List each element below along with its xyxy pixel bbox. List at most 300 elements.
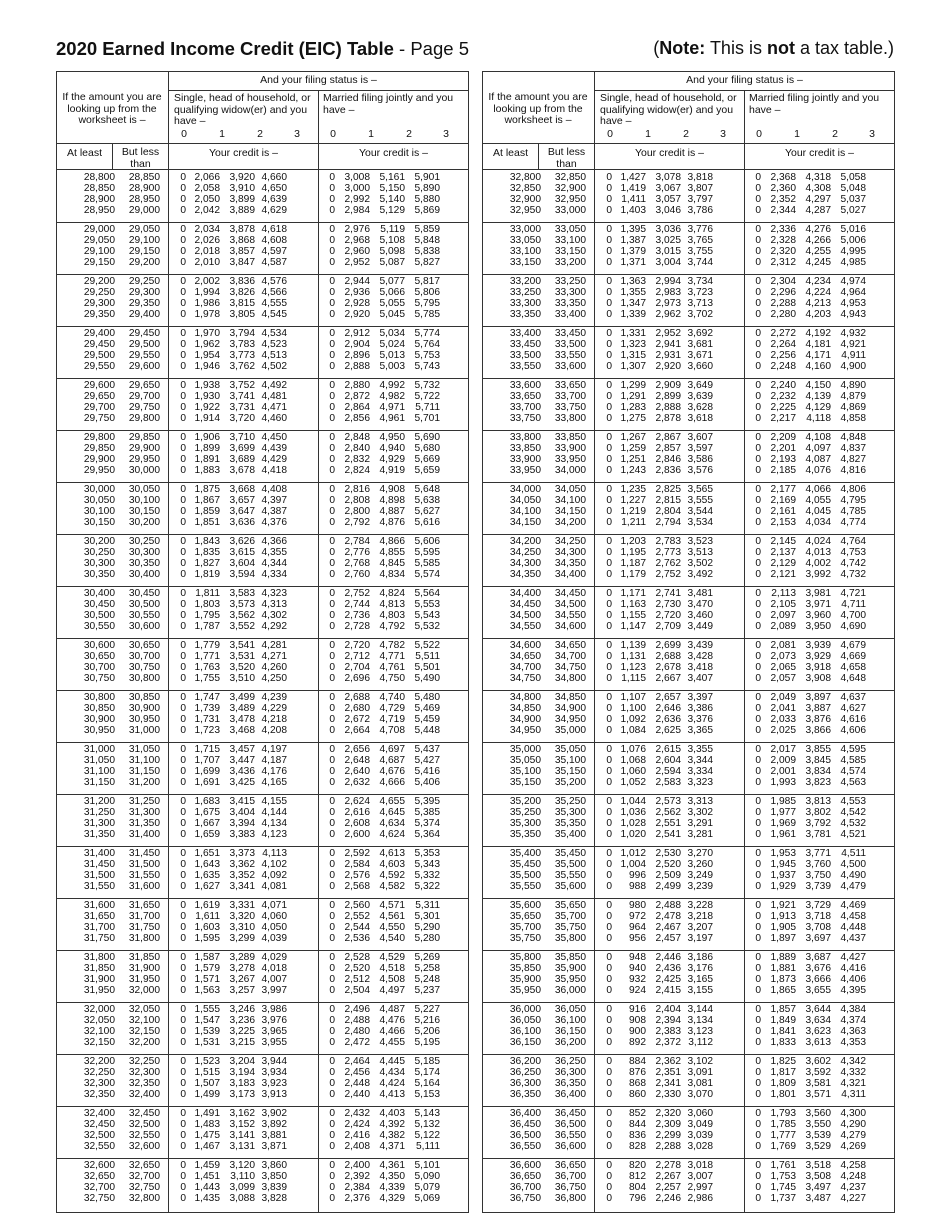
table-row: [483, 964, 894, 974]
table-cell: 4,971: [379, 402, 405, 413]
table-cell: 4,676: [379, 766, 405, 777]
table-cell: 0: [755, 662, 761, 673]
table-cell: 3,678: [229, 465, 255, 476]
table-cell: 35,300: [509, 818, 541, 829]
table-cell: 4,985: [840, 257, 866, 268]
table-cell: 1,627: [194, 881, 220, 892]
table-cell: 4,239: [261, 692, 287, 703]
table-row: [483, 797, 894, 807]
table-cell: 4,237: [840, 1182, 866, 1193]
table-cell: 0: [180, 1056, 186, 1067]
table-cell: 4,406: [840, 974, 866, 985]
row-group: [57, 953, 468, 997]
table-cell: 4,218: [261, 714, 287, 725]
row-group: [483, 589, 894, 633]
table-row: [483, 351, 894, 361]
table-cell: 31,800: [128, 933, 160, 944]
table-cell: 0: [329, 1056, 335, 1067]
table-row: [57, 381, 468, 391]
table-cell: 3,523: [687, 536, 713, 547]
table-cell: 0: [180, 536, 186, 547]
table-cell: 1,777: [770, 1130, 796, 1141]
table-row: [483, 277, 894, 287]
table-cell: 0: [606, 599, 612, 610]
table-cell: 5,016: [840, 224, 866, 235]
table-cell: 5,406: [414, 777, 440, 788]
table-cell: 3,008: [344, 172, 370, 183]
table-cell: 2,066: [194, 172, 220, 183]
table-cell: 0: [329, 517, 335, 528]
table-cell: 4,066: [805, 484, 831, 495]
table-cell: 1,779: [194, 640, 220, 651]
table-cell: 4,342: [840, 1056, 866, 1067]
table-cell: 1,857: [770, 1004, 796, 1015]
table-cell: 0: [606, 777, 612, 788]
table-cell: 3,428: [687, 651, 713, 662]
table-cell: 3,110: [230, 1171, 255, 1182]
table-cell: 0: [606, 276, 612, 287]
table-cell: 31,950: [83, 985, 115, 996]
table-cell: 35,100: [554, 755, 586, 766]
table-cell: 29,750: [83, 413, 115, 424]
group-divider: [483, 222, 894, 223]
table-cell: 3,460: [687, 610, 713, 621]
table-cell: 33,000: [509, 224, 541, 235]
table-cell: 2,709: [655, 621, 681, 632]
table-cell: 5,108: [379, 235, 405, 246]
group-divider: [483, 898, 894, 899]
credit-heading: Your credit is –: [358, 147, 429, 159]
table-cell: 5,522: [414, 640, 440, 651]
table-cell: 0: [606, 443, 612, 454]
table-cell: 36,500: [509, 1130, 541, 1141]
table-cell: 0: [329, 807, 335, 818]
table-cell: 3,923: [261, 1078, 287, 1089]
table-cell: 3,289: [229, 952, 255, 963]
table-cell: 29,800: [83, 432, 115, 443]
table-cell: 0: [755, 1171, 761, 1182]
table-cell: 3,000: [344, 183, 370, 194]
table-cell: 32,850: [554, 172, 586, 183]
table-cell: 3,615: [229, 547, 255, 558]
row-group: [57, 329, 468, 373]
group-divider: [57, 690, 468, 691]
table-cell: 31,900: [83, 974, 115, 985]
table-cell: 5,077: [379, 276, 405, 287]
table-cell: 0: [755, 517, 761, 528]
row-group: [57, 485, 468, 529]
table-cell: 3,741: [229, 391, 255, 402]
table-cell: 0: [755, 1004, 761, 1015]
table-cell: 3,487: [805, 1193, 831, 1204]
table-cell: 4,639: [261, 194, 287, 205]
table-cell: 1,707: [194, 755, 220, 766]
table-cell: 30,850: [128, 692, 160, 703]
table-cell: 0: [606, 673, 612, 684]
table-cell: 4,297: [805, 194, 831, 205]
table-cell: 3,228: [687, 900, 713, 911]
table-cell: 3,887: [805, 703, 831, 714]
table-cell: 36,800: [554, 1193, 586, 1204]
table-cell: 30,300: [128, 547, 160, 558]
table-cell: 3,765: [687, 235, 713, 246]
table-row: [57, 518, 468, 528]
table-cell: 0: [329, 640, 335, 651]
table-cell: 4,181: [805, 339, 831, 350]
table-cell: 4,911: [841, 350, 866, 361]
table-cell: 4,097: [805, 443, 831, 454]
table-cell: 1,745: [770, 1182, 796, 1193]
table-cell: 4,553: [840, 796, 866, 807]
table-cell: 0: [755, 1141, 761, 1152]
table-cell: 36,300: [554, 1067, 586, 1078]
table-cell: 0: [329, 673, 335, 684]
table-cell: 36,100: [554, 1015, 586, 1026]
table-cell: 0: [180, 432, 186, 443]
table-cell: 0: [606, 974, 612, 985]
table-cell: 4,481: [261, 391, 287, 402]
table-row: [483, 745, 894, 755]
table-cell: 35,200: [554, 777, 586, 788]
table-cell: 0: [329, 744, 335, 755]
table-cell: 0: [180, 1089, 186, 1100]
table-cell: 33,550: [554, 350, 586, 361]
table-cell: 0: [755, 870, 761, 881]
table-cell: 29,700: [83, 402, 115, 413]
table-cell: 1,499: [194, 1089, 220, 1100]
table-cell: 1,363: [620, 276, 646, 287]
table-cell: 2,256: [770, 350, 796, 361]
table-cell: 29,050: [83, 235, 115, 246]
table-cell: 31,250: [83, 807, 115, 818]
table-cell: 1,891: [194, 454, 220, 465]
table-cell: 31,850: [83, 963, 115, 974]
table-cell: 1,459: [194, 1160, 220, 1171]
table-cell: 0: [755, 1130, 761, 1141]
table-cell: 4,687: [379, 755, 405, 766]
table-cell: 0: [329, 276, 335, 287]
table-cell: 1,044: [620, 796, 646, 807]
table-row: [483, 1038, 894, 1048]
table-cell: 29,750: [128, 402, 160, 413]
table-cell: 4,276: [805, 224, 831, 235]
children-count-label: 2: [683, 128, 689, 140]
table-cell: 34,150: [509, 517, 541, 528]
table-cell: 35,000: [554, 725, 586, 736]
table-row: [57, 600, 468, 610]
table-cell: 0: [180, 777, 186, 788]
table-cell: 31,350: [128, 818, 160, 829]
table-cell: 0: [755, 796, 761, 807]
table-cell: 1,667: [194, 818, 220, 829]
table-cell: 3,976: [261, 1015, 287, 1026]
table-cell: 0: [180, 933, 186, 944]
table-cell: 4,002: [805, 558, 831, 569]
table-cell: 29,850: [128, 432, 160, 443]
table-cell: 2,848: [344, 432, 370, 443]
table-cell: 4,771: [379, 651, 405, 662]
table-cell: 4,550: [379, 922, 405, 933]
table-cell: 5,448: [414, 725, 440, 736]
table-row: [57, 1142, 468, 1152]
table-cell: 2,720: [655, 610, 681, 621]
table-cell: 0: [180, 963, 186, 974]
table-cell: 30,800: [128, 673, 160, 684]
table-cell: 29,100: [128, 235, 160, 246]
table-cell: 1,259: [620, 443, 646, 454]
table-cell: 1,131: [620, 651, 646, 662]
table-row: [57, 548, 468, 558]
table-cell: 1,251: [620, 454, 646, 465]
table-cell: 5,322: [414, 881, 440, 892]
table-cell: 1,978: [194, 309, 220, 320]
table-cell: 3,046: [655, 205, 681, 216]
table-cell: 1,619: [194, 900, 220, 911]
table-cell: 4,624: [379, 829, 405, 840]
table-cell: 3,039: [687, 1130, 713, 1141]
table-cell: 30,600: [128, 621, 160, 632]
table-cell: 2,560: [344, 900, 370, 911]
table-cell: 0: [606, 1160, 612, 1171]
table-cell: 31,550: [83, 881, 115, 892]
group-divider: [57, 326, 468, 327]
table-row: [57, 652, 468, 662]
table-cell: 5,027: [840, 205, 866, 216]
table-cell: 28,900: [128, 183, 160, 194]
table-row: [57, 414, 468, 424]
table-cell: 3,847: [229, 257, 255, 268]
table-cell: 4,529: [379, 952, 405, 963]
table-row: [483, 258, 894, 268]
table-cell: 3,739: [805, 881, 831, 892]
table-row: [57, 715, 468, 725]
table-cell: 29,050: [128, 224, 160, 235]
table-cell: 4,113: [262, 848, 287, 859]
table-cell: 3,257: [229, 985, 255, 996]
table-cell: 4,118: [806, 413, 831, 424]
table-cell: 5,269: [414, 952, 440, 963]
table-cell: 1,235: [620, 484, 646, 495]
table-row: [483, 496, 894, 506]
table-cell: 1,825: [770, 1056, 796, 1067]
table-cell: 836: [629, 1130, 646, 1141]
table-cell: 30,450: [128, 588, 160, 599]
table-cell: 3,099: [229, 1182, 255, 1193]
table-cell: 2,472: [344, 1037, 370, 1048]
table-cell: 34,900: [509, 714, 541, 725]
table-cell: 3,762: [229, 361, 255, 372]
table-cell: 5,195: [414, 1037, 440, 1048]
table-cell: 4,487: [379, 1004, 405, 1015]
divider: [57, 143, 468, 144]
table-cell: 35,800: [554, 933, 586, 944]
group-divider: [483, 1002, 894, 1003]
table-cell: 4,479: [840, 881, 866, 892]
table-cell: 4,245: [805, 257, 831, 268]
table-cell: 1,179: [620, 569, 646, 580]
table-cell: 3,981: [805, 588, 831, 599]
table-cell: 956: [629, 933, 646, 944]
table-cell: 0: [180, 484, 186, 495]
table-cell: 4,995: [840, 246, 866, 257]
table-cell: 35,950: [509, 985, 541, 996]
table-row: [483, 819, 894, 829]
table-cell: 0: [755, 1078, 761, 1089]
table-cell: 828: [629, 1141, 646, 1152]
table-cell: 0: [329, 985, 335, 996]
table-cell: 1,849: [770, 1015, 796, 1026]
table-cell: 32,550: [128, 1130, 160, 1141]
table-cell: 0: [329, 1067, 335, 1078]
table-cell: 5,732: [414, 380, 440, 391]
table-cell: 2,010: [194, 257, 220, 268]
table-cell: 0: [606, 183, 612, 194]
table-cell: 5,185: [414, 1056, 440, 1067]
table-cell: 3,344: [687, 755, 713, 766]
table-cell: 2,836: [655, 465, 681, 476]
table-cell: 0: [755, 536, 761, 547]
table-cell: 33,100: [509, 246, 541, 257]
table-cell: 3,007: [687, 1171, 713, 1182]
table-cell: 1,155: [620, 610, 646, 621]
table-cell: 0: [755, 881, 761, 892]
table-cell: 4,561: [379, 911, 405, 922]
table-cell: 34,100: [509, 506, 541, 517]
table-cell: 31,000: [128, 725, 160, 736]
table-cell: 2,424: [344, 1119, 370, 1130]
table-cell: 2,857: [655, 443, 681, 454]
table-cell: 2,984: [344, 205, 370, 216]
table-cell: 0: [180, 257, 186, 268]
table-cell: 3,850: [261, 1171, 287, 1182]
table-row: [483, 1161, 894, 1171]
table-cell: 0: [180, 744, 186, 755]
table-cell: 0: [755, 172, 761, 183]
table-cell: 1,507: [194, 1078, 220, 1089]
table-row: [483, 1027, 894, 1037]
table-cell: 33,600: [554, 361, 586, 372]
table-cell: 2,784: [344, 536, 370, 547]
table-cell: 2,600: [344, 829, 370, 840]
table-cell: 0: [606, 588, 612, 599]
table-cell: 2,312: [770, 257, 796, 268]
table-cell: 1,451: [194, 1171, 220, 1182]
table-cell: 3,036: [655, 224, 681, 235]
table-cell: 4,845: [379, 558, 405, 569]
table-cell: 36,200: [509, 1056, 541, 1067]
group-divider: [57, 1002, 468, 1003]
children-count-label: 1: [794, 128, 800, 140]
table-cell: 4,434: [379, 1067, 405, 1078]
table-cell: 33,300: [509, 298, 541, 309]
table-cell: 1,731: [194, 714, 220, 725]
table-cell: 3,668: [229, 484, 255, 495]
table-cell: 1,929: [770, 881, 796, 892]
table-cell: 1,787: [194, 621, 220, 632]
table-cell: 32,300: [83, 1078, 115, 1089]
table-cell: 4,729: [379, 703, 405, 714]
table-cell: 4,269: [840, 1141, 866, 1152]
table-cell: 0: [329, 1182, 335, 1193]
table-cell: 33,350: [509, 309, 541, 320]
table-cell: 4,532: [840, 818, 866, 829]
table-cell: 1,427: [620, 172, 646, 183]
table-cell: 31,900: [128, 963, 160, 974]
table-cell: 4,292: [261, 621, 287, 632]
lookup-instructions: If the amount you are looking up from the worksheet is –: [62, 91, 162, 126]
table-cell: 4,721: [840, 588, 866, 599]
table-cell: 0: [329, 172, 335, 183]
table-cell: 4,876: [379, 517, 405, 528]
table-cell: 3,291: [687, 818, 713, 829]
table-cell: 36,250: [509, 1067, 541, 1078]
table-cell: 4,429: [261, 454, 287, 465]
table-cell: 0: [755, 1182, 761, 1193]
table-cell: 4,837: [840, 443, 866, 454]
table-cell: 0: [329, 692, 335, 703]
table-cell: 1,028: [620, 818, 646, 829]
table-cell: 2,762: [655, 558, 681, 569]
table-cell: 34,050: [509, 495, 541, 506]
group-divider: [57, 274, 468, 275]
table-cell: 3,657: [229, 495, 255, 506]
table-cell: 32,950: [509, 205, 541, 216]
table-row: [57, 849, 468, 859]
table-cell: 1,163: [620, 599, 646, 610]
row-group: [483, 693, 894, 737]
table-cell: 4,418: [261, 465, 287, 476]
table-cell: 33,650: [509, 391, 541, 402]
table-cell: 2,562: [655, 807, 681, 818]
table-cell: 32,100: [128, 1015, 160, 1026]
table-cell: 1,371: [620, 257, 646, 268]
table-cell: 31,300: [83, 818, 115, 829]
table-cell: 36,600: [509, 1160, 541, 1171]
table-row: [483, 1142, 894, 1152]
table-cell: 3,565: [687, 484, 713, 495]
table-cell: 32,900: [509, 194, 541, 205]
table-cell: 3,586: [687, 454, 713, 465]
table-cell: 0: [755, 1119, 761, 1130]
table-cell: 2,952: [344, 257, 370, 268]
table-cell: 33,950: [509, 465, 541, 476]
table-cell: 29,150: [128, 246, 160, 257]
table-cell: 5,150: [379, 183, 405, 194]
table-cell: 33,150: [509, 257, 541, 268]
table-cell: 3,934: [261, 1067, 287, 1078]
table-cell: 3,131: [229, 1141, 255, 1152]
table-cell: 0: [180, 465, 186, 476]
table-cell: 4,879: [840, 391, 866, 402]
table-cell: 3,918: [805, 662, 831, 673]
table-row: [57, 444, 468, 454]
table-cell: 2,278: [655, 1160, 681, 1171]
table-cell: 2,878: [655, 413, 681, 424]
table-cell: 3,794: [229, 328, 255, 339]
table-cell: 2,392: [344, 1171, 370, 1182]
table-cell: 0: [180, 547, 186, 558]
table-cell: 0: [180, 952, 186, 963]
table-cell: 0: [755, 1037, 761, 1048]
table-cell: 3,815: [229, 298, 255, 309]
table-cell: 4,803: [379, 610, 405, 621]
table-cell: 35,500: [554, 859, 586, 870]
table-cell: 30,500: [128, 599, 160, 610]
table-cell: 4,397: [261, 495, 287, 506]
table-row: [483, 1194, 894, 1204]
table-cell: 32,050: [128, 1004, 160, 1015]
table-cell: 3,897: [805, 692, 831, 703]
